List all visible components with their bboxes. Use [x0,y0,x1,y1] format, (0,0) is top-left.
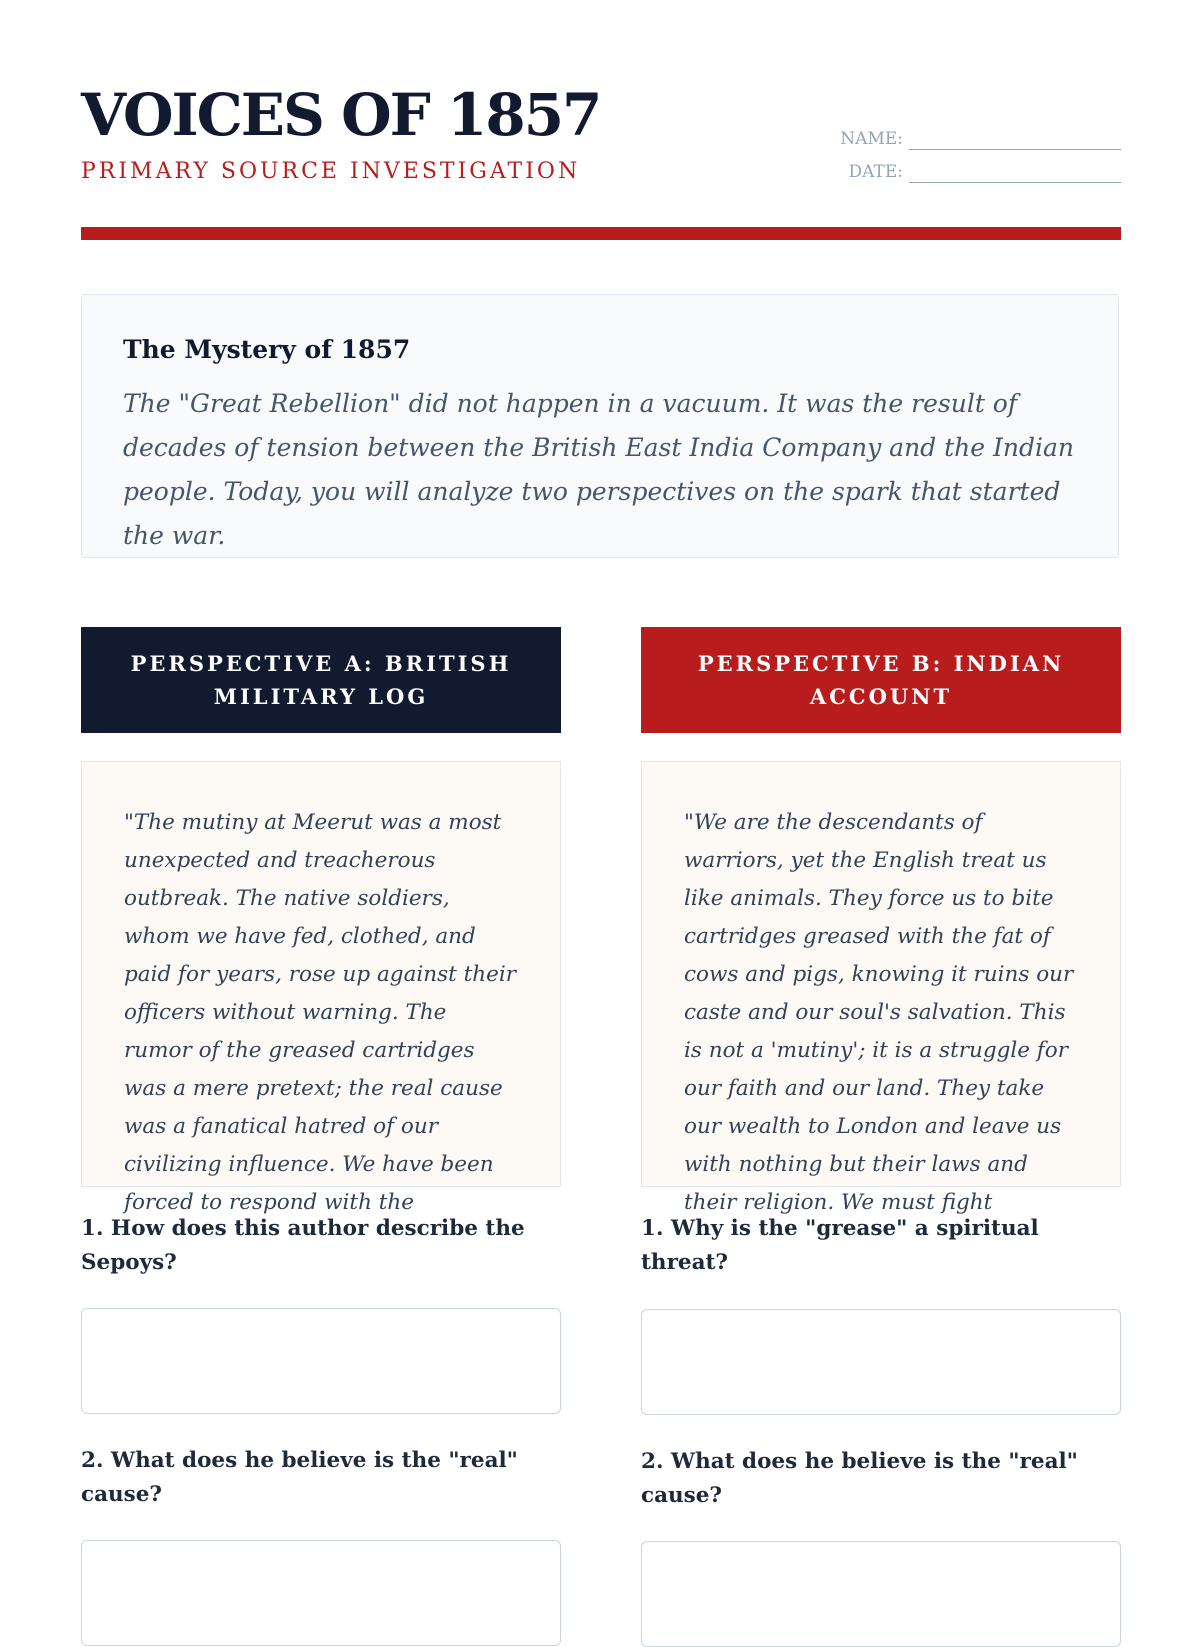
perspective-a-source-text: "The mutiny at Meerut was a most unexpected and treacherous outbreak. The native soldiers, whom we have fed, clothed, and paid for years, rose up against their officers without warning. The rumor of the greased cartridges was a mere pretext; the real cause was a fanatical hatred of our civilizing influence. We have been forced to respond with the [124,810,516,1215]
perspective-b-answer-1[interactable] [641,1309,1121,1415]
date-blank-line[interactable] [909,164,1121,183]
intro-panel [81,294,1119,558]
page-title: VOICES OF 1857 [81,81,601,149]
perspective-a-answer-1[interactable] [81,1308,561,1414]
perspective-b-column [641,627,1121,1647]
perspective-b-source[interactable] [641,761,1121,1215]
worksheet-page [81,0,1121,1600]
perspective-b-question-2: 2. What does he believe is the "real" cause? [641,1449,1078,1508]
perspective-a-question-1: 1. How does this author describe the Sepoys? [81,1216,525,1275]
intro-heading: The Mystery of 1857 [123,335,411,364]
name-field [840,128,1121,150]
perspective-a-question-2: 2. What does he believe is the "real" cause? [81,1448,518,1507]
perspective-a-source[interactable] [81,761,561,1215]
perspective-b-source-text: "We are the descendants of warriors, yet the English treat us like animals. They force us to bite cartridges greased with the fat of cows and pigs, knowing it ruins our caste and our soul's salvation. This is not a 'mutiny'; it is a struggle for our faith and our land. They take our wealth to London and leave us with nothing but their laws and their religion. We must fight [684,810,1074,1215]
perspective-b-answer-2[interactable] [641,1541,1121,1647]
perspective-a-column [81,627,561,1646]
perspective-a-answer-2[interactable] [81,1540,561,1646]
name-blank-line[interactable] [909,131,1121,150]
page-subtitle: PRIMARY SOURCE INVESTIGATION [81,159,581,184]
date-field [849,161,1121,183]
name-label: NAME: [840,129,903,149]
date-label: DATE: [848,162,903,182]
header-divider [81,227,1121,240]
perspective-a-banner: PERSPECTIVE A: BRITISH MILITARY LOG [81,627,561,733]
perspective-b-question-1: 1. Why is the "grease" a spiritual threat? [641,1216,1039,1275]
intro-text: The "Great Rebellion" did not happen in a vacuum. It was the result of decades of tension between the British East India Company and the Indian people. Today, you will analyze two perspectives on the spark that started the war. [123,389,1075,550]
perspective-b-banner: PERSPECTIVE B: INDIAN ACCOUNT [641,627,1121,733]
